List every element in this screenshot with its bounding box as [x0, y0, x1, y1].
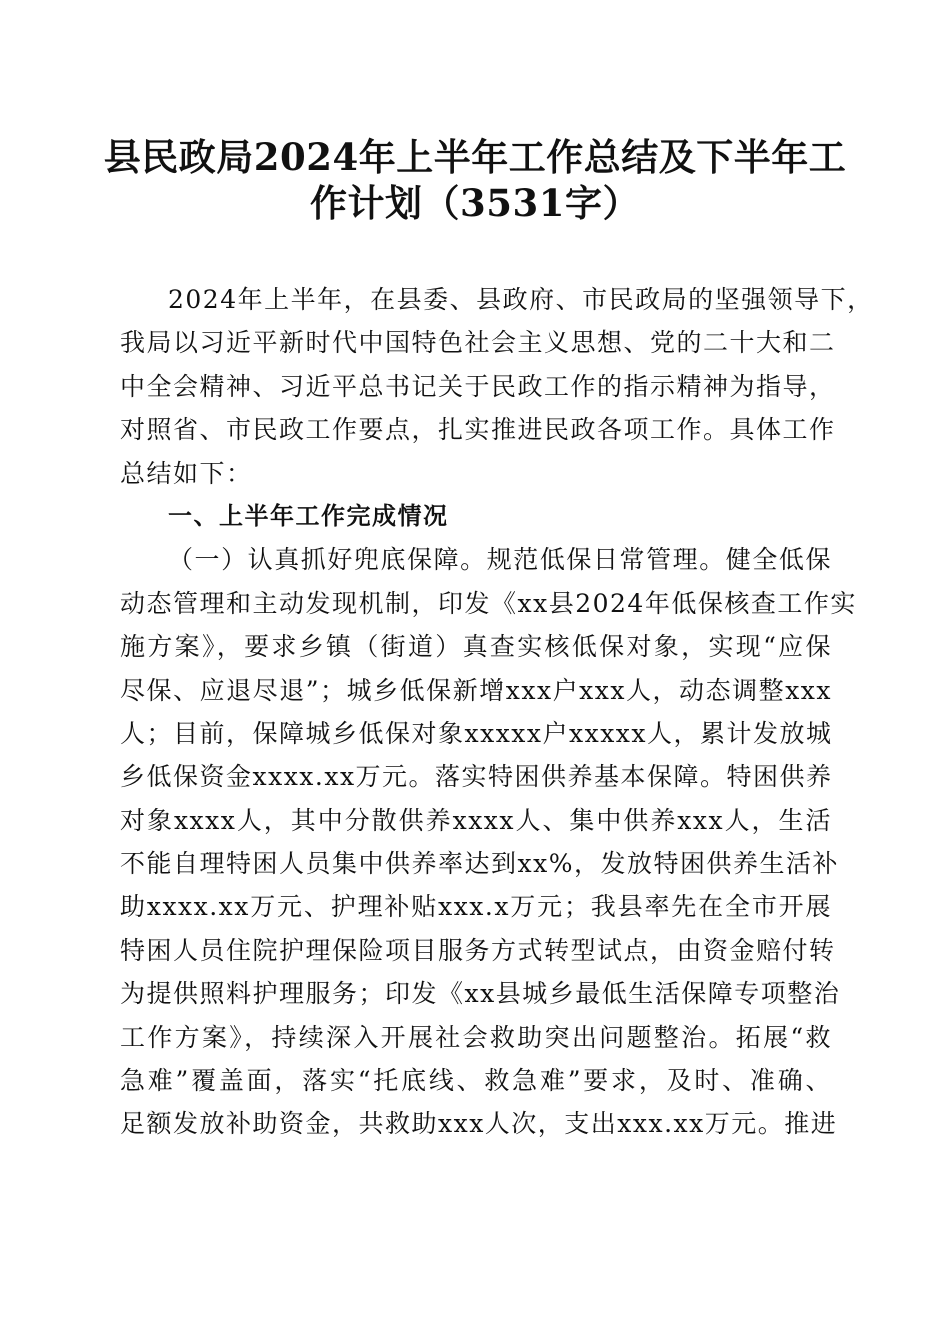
- document-body: [120, 278, 874, 1146]
- paragraph-line: 乡低保资金xxxx.xx万元。落实特困供养基本保障。特困供养: [120, 762, 833, 792]
- paragraph-line: 尽保、应退尽退”；城乡低保新增xxx户xxx人，动态调整xxx: [120, 675, 832, 705]
- paragraph-line: 工作方案》，持续深入开展社会救助突出问题整治。拓展“救: [120, 1022, 832, 1052]
- paragraph-line: 施方案》，要求乡镇（街道）真查实核低保对象，实现“应保: [120, 632, 832, 662]
- paragraph-line: 人；目前，保障城乡低保对象xxxxx户xxxxx人，累计发放城: [120, 718, 833, 748]
- paragraph-line: 动态管理和主动发现机制，印发《xx县2024年低保核查工作实: [120, 588, 857, 618]
- paragraph-line: （一）认真抓好兜底保障。规范低保日常管理。健全低保: [168, 545, 832, 575]
- paragraph-line: 为提供照料护理服务；印发《xx县城乡最低生活保障专项整治: [120, 979, 841, 1009]
- paragraph-line: 特困人员住院护理保险项目服务方式转型试点，由资金赔付转: [120, 935, 836, 965]
- paragraph-line: 中全会精神、习近平总书记关于民政工作的指示精神为指导，: [120, 371, 836, 401]
- section-heading: 一、上半年工作完成情况: [168, 501, 449, 530]
- paragraph-line: 对象xxxx人，其中分散供养xxxx人、集中供养xxx人，生活: [120, 805, 832, 835]
- paragraph-line: 助xxxx.xx万元、护理补贴xxx.x万元；我县率先在全市开展: [120, 892, 832, 922]
- section-1-paragraph: [120, 538, 857, 1145]
- intro-paragraph: [120, 278, 874, 495]
- paragraph-line: 急难”覆盖面，落实“托底线、救急难”要求，及时、准确、: [120, 1066, 832, 1096]
- paragraph-line: 总结如下：: [120, 458, 253, 488]
- title-line-1: 县民政局2024年上半年工作总结及下半年工: [103, 135, 847, 179]
- title-line-2: 作计划（3531字）: [310, 181, 640, 225]
- paragraph-line: 我局以习近平新时代中国特色社会主义思想、党的二十大和二: [120, 328, 836, 358]
- paragraph-line: 对照省、市民政工作要点，扎实推进民政各项工作。具体工作: [120, 415, 836, 445]
- paragraph-line: 足额发放补助资金，共救助xxx人次，支出xxx.xx万元。推进: [120, 1109, 838, 1139]
- paragraph-line: 2024年上半年，在县委、县政府、市民政局的坚强领导下，: [168, 285, 874, 314]
- paragraph-line: 不能自理特困人员集中供养率达到xx%，发放特困供养生活补: [120, 849, 839, 879]
- document-title: [100, 134, 850, 226]
